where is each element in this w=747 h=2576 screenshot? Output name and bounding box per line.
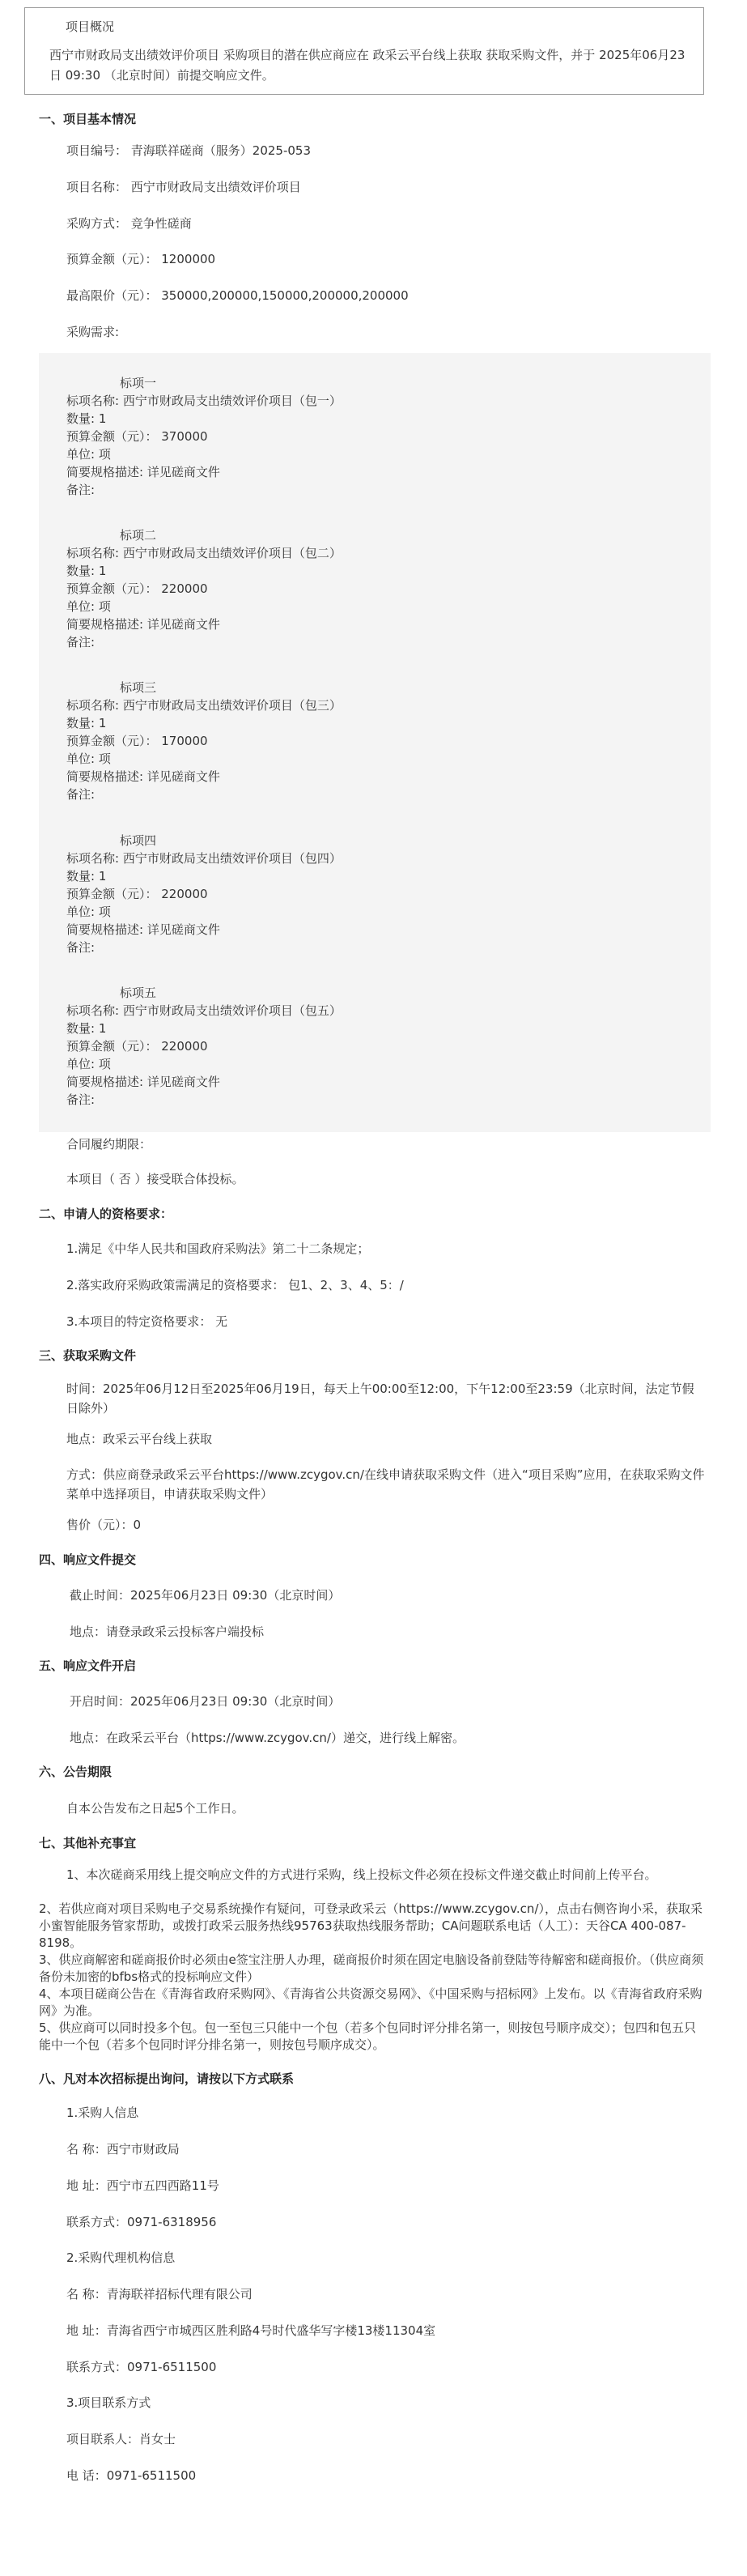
lot-quantity: 数量: 1 [66, 1021, 107, 1036]
purchaser-info-heading: 1.采购人信息 [66, 2106, 139, 2120]
qualification-item: 2.落实政府采购政策需满足的资格要求： 包1、2、3、4、5：/ [66, 1278, 404, 1292]
agency-address: 地 址：青海省西宁市城西区胜利路4号时代盛华写字楼13楼11304室 [66, 2323, 436, 2338]
lot-budget: 预算金额（元）： 220000 [66, 1039, 208, 1054]
obtain-place: 地点：政采云平台线上获取 [66, 1432, 213, 1446]
project-contact-person: 项目联系人：肖女士 [66, 2432, 176, 2446]
lot-quantity: 数量: 1 [66, 564, 107, 578]
supplementary-item: 1、本次磋商采用线上提交响应文件的方式进行采购，线上投标文件必须在投标文件递交截止时间前上传平台。 [66, 1867, 657, 1882]
purchaser-contact: 联系方式：0971-6318956 [66, 2215, 217, 2229]
lot-spec: 简要规格描述: 详见磋商文件 [66, 769, 220, 784]
consortium-note: 本项目（ 否 ）接受联合体投标。 [66, 1172, 244, 1186]
document-price: 售价（元）：0 [66, 1518, 142, 1532]
lot-item [66, 526, 342, 651]
lot-spec: 简要规格描述: 详见磋商文件 [66, 465, 220, 479]
lot-unit: 单位: 项 [66, 752, 111, 766]
overview-title: 项目概况 [66, 19, 115, 34]
lot-quantity: 数量: 1 [66, 716, 107, 730]
lot-heading: 标项三 [120, 680, 157, 695]
agency-name: 名 称：青海联祥招标代理有限公司 [66, 2287, 253, 2301]
purchaser-address: 地 址：西宁市五四西路11号 [66, 2178, 219, 2193]
lot-note: 备注: [66, 940, 95, 955]
opening-time: 开启时间：2025年06月23日 09:30（北京时间） [70, 1694, 341, 1709]
purchaser-name: 名 称：西宁市财政局 [66, 2142, 180, 2157]
supplementary-item: 5、供应商可以同时投多个包。包一至包三只能中一个包（若多个包同时评分排名第一，则按包号顺序成交）；包四和包五只能中一个包（若多个包同时评分排名第一，则按包号顺序成交）。 [39, 2020, 697, 2052]
lot-item [66, 832, 342, 956]
project-contact-heading: 3.项目联系方式 [66, 2395, 151, 2410]
lot-heading: 标项五 [120, 986, 157, 1000]
procurement-method: 采购方式： 竞争性磋商 [66, 216, 192, 231]
lot-item [66, 984, 342, 1109]
lot-unit: 单位: 项 [66, 599, 111, 614]
lot-budget: 预算金额（元）： 220000 [66, 581, 208, 596]
submission-place: 地点：请登录政采云投标客户端投标 [70, 1624, 265, 1639]
project-contact-phone: 电 话：0971-6511500 [66, 2468, 197, 2483]
project-name: 项目名称： 西宁市财政局支出绩效评价项目 [66, 180, 301, 194]
project-number: 项目编号： 青海联祥磋商（服务）2025-053 [66, 143, 311, 158]
section-3-heading: 三、获取采购文件 [39, 1348, 137, 1363]
overview-box [24, 7, 704, 95]
lot-item [66, 374, 342, 499]
lot-heading: 标项一 [120, 376, 157, 390]
lot-spec: 简要规格描述: 详见磋商文件 [66, 1075, 220, 1089]
lot-name: 标项名称: 西宁市财政局支出绩效评价项目（包五） [66, 1003, 342, 1018]
lot-note: 备注: [66, 787, 95, 802]
contract-period: 合同履约期限： [66, 1137, 152, 1152]
lot-name: 标项名称: 西宁市财政局支出绩效评价项目（包三） [66, 698, 342, 713]
lot-name: 标项名称: 西宁市财政局支出绩效评价项目（包四） [66, 851, 342, 866]
supplementary-item: 2、若供应商对项目采购电子交易系统操作有疑问，可登录政采云（https://www.zcygov.cn/），点击右侧咨询小采，获取采小蜜智能服务管家帮助，或拨打政采云服务热线95763获取热线服务帮助；CA问题联系电话（人工）：天谷CA 400-087-8198。 [39, 1901, 702, 1950]
section-4-heading: 四、响应文件提交 [39, 1552, 137, 1567]
notice-period: 自本公告发布之日起5个工作日。 [66, 1801, 244, 1816]
qualification-item: 3.本项目的特定资格要求： 无 [66, 1314, 228, 1329]
lot-spec: 简要规格描述: 详见磋商文件 [66, 617, 220, 632]
lot-budget: 预算金额（元）： 370000 [66, 429, 208, 444]
qualification-item: 1.满足《中华人民共和国政府采购法》第二十二条规定； [66, 1241, 370, 1256]
lot-quantity: 数量: 1 [66, 869, 107, 884]
lot-unit: 单位: 项 [66, 1057, 111, 1071]
lot-spec: 简要规格描述: 详见磋商文件 [66, 922, 220, 937]
section-8-heading: 八、凡对本次招标提出询问，请按以下方式联系 [39, 2071, 295, 2086]
lot-budget: 预算金额（元）： 220000 [66, 887, 208, 901]
obtain-method: 方式：供应商登录政采云平台https://www.zcygov.cn/在线申请获取采购文件（进入“项目采购”应用，在获取采购文件菜单中选择项目，申请获取采购文件） [66, 1467, 705, 1501]
agency-contact: 联系方式：0971-6511500 [66, 2360, 217, 2374]
lot-name: 标项名称: 西宁市财政局支出绩效评价项目（包二） [66, 546, 342, 560]
lot-budget: 预算金额（元）： 170000 [66, 734, 208, 748]
section-5-heading: 五、响应文件开启 [39, 1658, 137, 1673]
opening-place: 地点：在政采云平台（https://www.zcygov.cn/）递交，进行线上解密。 [70, 1731, 465, 1745]
lot-note: 备注: [66, 635, 95, 649]
submission-deadline: 截止时间：2025年06月23日 09:30（北京时间） [70, 1588, 341, 1603]
lot-item [66, 679, 342, 803]
lot-note: 备注: [66, 1092, 95, 1107]
max-price: 最高限价（元）： 350000,200000,150000,200000,200000 [66, 288, 409, 303]
obtain-time: 时间：2025年06月12日至2025年06月19日，每天上午00:00至12:00，下午12:00至23:59（北京时间，法定节假日除外） [66, 1382, 694, 1416]
agency-info-heading: 2.采购代理机构信息 [66, 2250, 176, 2265]
section-6-heading: 六、公告期限 [39, 1765, 112, 1779]
lot-unit: 单位: 项 [66, 905, 111, 919]
supplementary-item: 3、供应商解密和磋商报价时必须由e签宝注册人办理，磋商报价时须在固定电脑设备前登陆等待解密和磋商报价。（供应商须备份未加密的bfbs格式的投标响应文件） [39, 1952, 704, 1984]
lot-heading: 标项四 [120, 833, 157, 848]
lot-note: 备注: [66, 483, 95, 497]
lot-name: 标项名称: 西宁市财政局支出绩效评价项目（包一） [66, 394, 342, 408]
section-7-heading: 七、其他补充事宜 [39, 1836, 137, 1850]
section-2-heading: 二、申请人的资格要求： [39, 1207, 173, 1221]
section-1-heading: 一、项目基本情况 [39, 112, 137, 126]
lot-unit: 单位: 项 [66, 447, 111, 462]
budget-amount: 预算金额（元）： 1200000 [66, 252, 216, 266]
procurement-needs-label: 采购需求: [66, 325, 120, 339]
overview-body: 西宁市财政局支出绩效评价项目 采购项目的潜在供应商应在 政采云平台线上获取 获取采购文件，并于 2025年06月23日 09:30 （北京时间）前提交响应文件。 [49, 48, 685, 83]
lot-heading: 标项二 [120, 528, 157, 543]
lot-quantity: 数量: 1 [66, 411, 107, 426]
supplementary-item: 4、本项目磋商公告在《青海省政府采购网》、《青海省公共资源交易网》、《中国采购与招标网》上发布。以《青海省政府采购网》为准。 [39, 1986, 702, 2018]
